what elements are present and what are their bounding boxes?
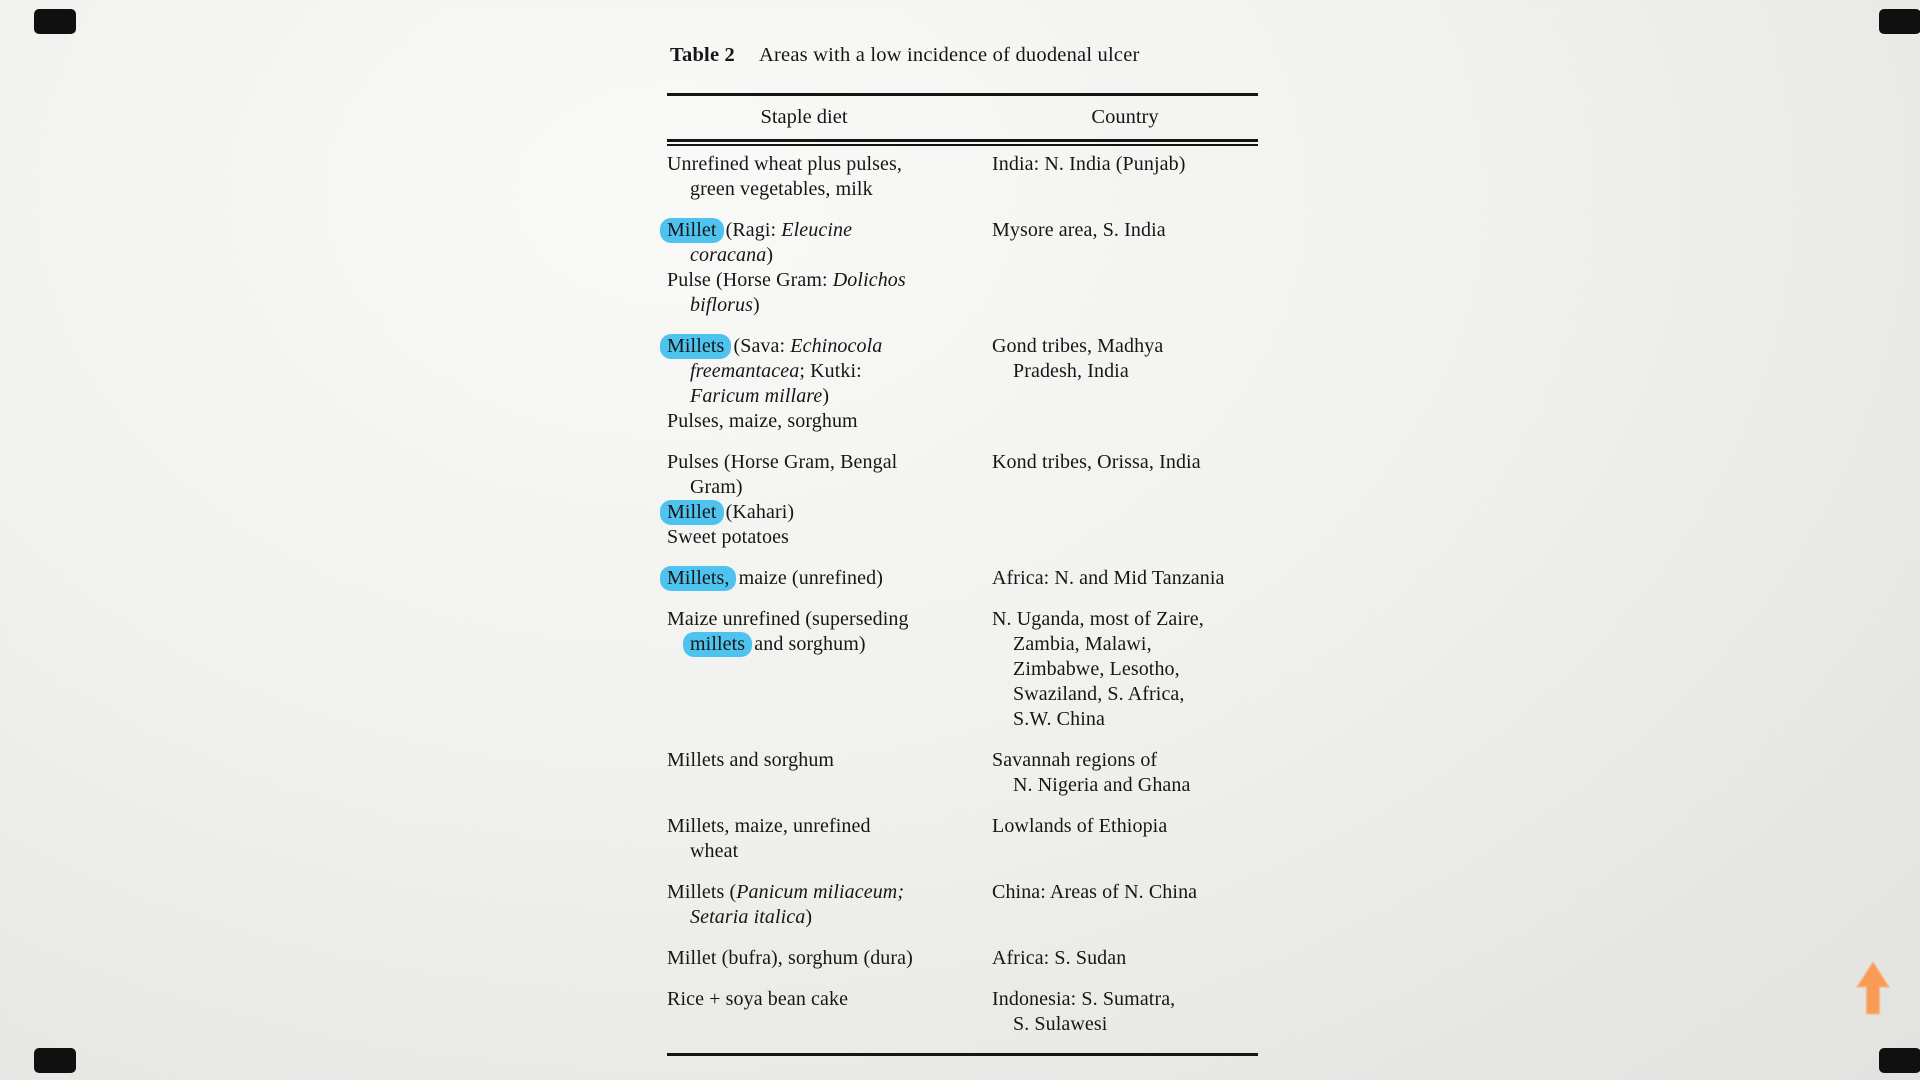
text-line — [992, 880, 1258, 905]
table-bottom-rule — [667, 1053, 1258, 1056]
text-run: (Kahari) — [720, 501, 795, 523]
highlighted-term: millets — [683, 632, 752, 657]
text-line — [992, 682, 1258, 707]
country-cell — [992, 987, 1258, 1037]
text-run: Lowlands of Ethiopia — [992, 815, 1168, 837]
text-run: Millets, maize, unrefined — [667, 815, 871, 837]
text-line — [992, 814, 1258, 839]
text-run: Echinocola — [790, 335, 883, 357]
diet-cell — [667, 880, 992, 930]
text-line — [667, 177, 982, 202]
corner-mark-bottom-left — [34, 1048, 76, 1073]
text-run: biflorus — [690, 294, 754, 316]
text-line — [667, 748, 982, 773]
country-cell — [992, 880, 1258, 930]
country-cell — [992, 814, 1258, 864]
table-header-rule-upper — [667, 139, 1258, 142]
text-run: ) — [822, 385, 830, 407]
text-run: freemantacea — [690, 360, 800, 382]
table-row — [667, 607, 1258, 732]
diet-cell — [667, 946, 992, 971]
text-run: Savannah regions of — [992, 749, 1158, 771]
text-line — [667, 987, 982, 1012]
diet-cell — [667, 152, 992, 202]
text-line — [667, 525, 982, 550]
text-line — [992, 607, 1258, 632]
table-header-row — [667, 106, 1258, 129]
text-run: Sweet potatoes — [667, 526, 789, 548]
table-header-rule-lower — [667, 144, 1258, 146]
text-line — [667, 384, 982, 409]
table-row — [667, 218, 1258, 318]
text-run: Pulses (Horse Gram, Bengal — [667, 451, 898, 473]
text-line — [667, 268, 982, 293]
text-line — [667, 152, 982, 177]
text-line — [667, 946, 982, 971]
table-row — [667, 880, 1258, 930]
table-top-rule — [667, 93, 1258, 96]
text-run: and sorghum) — [749, 633, 866, 655]
text-run: ) — [805, 906, 813, 928]
text-run: Africa: S. Sudan — [992, 947, 1127, 969]
text-line — [992, 748, 1258, 773]
text-line — [667, 475, 982, 500]
text-run: Millets ( — [667, 881, 737, 903]
highlighted-term: Millets — [660, 334, 731, 359]
text-line — [667, 814, 982, 839]
table-row — [667, 334, 1258, 434]
table-caption-label: Table 2 — [670, 44, 736, 66]
text-run: Kond tribes, Orissa, India — [992, 451, 1201, 473]
column-header-country: Country — [1091, 106, 1159, 128]
table-row — [667, 814, 1258, 864]
text-run: (Sava: — [728, 335, 791, 357]
diet-cell — [667, 450, 992, 550]
table-body — [667, 152, 1258, 1053]
text-line — [667, 450, 982, 475]
text-line — [667, 607, 982, 632]
text-line — [667, 880, 982, 905]
text-run: N. Uganda, most of Zaire, — [992, 608, 1204, 630]
table-row — [667, 748, 1258, 798]
table-row — [667, 152, 1258, 202]
table-row — [667, 566, 1258, 591]
diet-cell — [667, 987, 992, 1037]
text-line — [667, 839, 982, 864]
diet-cell — [667, 334, 992, 434]
country-cell — [992, 218, 1258, 318]
text-run: coracana — [690, 244, 767, 266]
diet-cell — [667, 607, 992, 732]
text-line — [992, 707, 1258, 732]
text-line — [992, 1012, 1258, 1037]
text-run: S.W. China — [1013, 708, 1105, 730]
text-line — [992, 152, 1258, 177]
diet-cell — [667, 566, 992, 591]
text-run: Gram) — [690, 476, 743, 498]
text-run: Indonesia: S. Sumatra, — [992, 988, 1176, 1010]
country-cell — [992, 334, 1258, 434]
text-line — [667, 243, 982, 268]
country-cell — [992, 152, 1258, 202]
text-run: Panicum miliaceum; — [736, 881, 905, 903]
text-line — [992, 657, 1258, 682]
corner-mark-top-left — [34, 9, 76, 34]
diet-cell — [667, 218, 992, 318]
text-run: ) — [753, 294, 760, 316]
text-run: Zimbabwe, Lesotho, — [1013, 658, 1180, 680]
text-line — [992, 218, 1258, 243]
country-cell — [992, 748, 1258, 798]
highlighted-term: Millet — [660, 500, 724, 525]
text-run: Pulses, maize, sorghum — [667, 410, 858, 432]
text-line — [667, 905, 982, 930]
text-run: Mysore area, S. India — [992, 219, 1166, 241]
text-line — [667, 334, 982, 359]
text-run: Unrefined wheat plus pulses, — [667, 153, 902, 175]
text-run: green vegetables, milk — [690, 178, 873, 200]
text-line — [667, 293, 982, 318]
text-run: Setaria italica — [690, 906, 806, 928]
text-run: Gond tribes, Madhya — [992, 335, 1164, 357]
country-cell — [992, 566, 1258, 591]
text-run: Maize unrefined (superseding — [667, 608, 909, 630]
text-run: Pradesh, India — [1013, 360, 1129, 382]
diet-cell — [667, 748, 992, 798]
column-header-staple-diet: Staple diet — [760, 106, 848, 128]
text-line — [667, 566, 982, 591]
corner-mark-top-right — [1879, 9, 1920, 34]
text-line — [667, 500, 982, 525]
text-line — [992, 946, 1258, 971]
text-run: Rice + soya bean cake — [667, 988, 849, 1010]
diet-cell — [667, 814, 992, 864]
corner-mark-bottom-right — [1879, 1048, 1920, 1073]
text-run: S. Sulawesi — [1013, 1013, 1108, 1035]
highlighted-term: Millet — [660, 218, 724, 243]
text-line — [992, 359, 1258, 384]
text-run: Swaziland, S. Africa, — [1013, 683, 1185, 705]
highlighted-term: Millets, — [660, 566, 736, 591]
text-line — [667, 359, 982, 384]
text-line — [992, 987, 1258, 1012]
text-run: Pulse (Horse Gram: — [667, 269, 833, 291]
text-line — [667, 409, 982, 434]
text-line — [992, 632, 1258, 657]
text-run: Faricum millare — [690, 385, 823, 407]
text-run: Dolichos — [832, 269, 906, 291]
country-cell — [992, 607, 1258, 732]
text-run: (Ragi: — [720, 219, 782, 241]
text-run: China: Areas of N. China — [992, 881, 1198, 903]
text-run: ) — [766, 244, 774, 266]
text-run: wheat — [690, 840, 739, 862]
text-line — [992, 773, 1258, 798]
pointer-up-arrow-icon — [1854, 960, 1892, 1016]
country-cell — [992, 450, 1258, 550]
text-run: Eleucine — [781, 219, 853, 241]
text-run: Africa: N. and Mid Tanzania — [992, 567, 1225, 589]
country-cell — [992, 946, 1258, 971]
text-run: maize (unrefined) — [733, 567, 883, 589]
text-line — [667, 632, 982, 657]
text-run: Zambia, Malawi, — [1013, 633, 1152, 655]
text-line — [992, 566, 1258, 591]
text-run: Millet (bufra), sorghum (dura) — [667, 947, 913, 969]
text-run: ; Kutki: — [799, 360, 862, 382]
table-row — [667, 450, 1258, 550]
text-run: N. Nigeria and Ghana — [1013, 774, 1191, 796]
table-caption-text: Areas with a low incidence of duodenal ulcer — [759, 44, 1140, 66]
text-run: Millets and sorghum — [667, 749, 835, 771]
table-row — [667, 946, 1258, 971]
table-row — [667, 987, 1258, 1037]
table-caption — [670, 44, 1140, 67]
text-line — [667, 218, 982, 243]
text-line — [992, 450, 1258, 475]
text-run: India: N. India (Punjab) — [992, 153, 1186, 175]
text-line — [992, 334, 1258, 359]
